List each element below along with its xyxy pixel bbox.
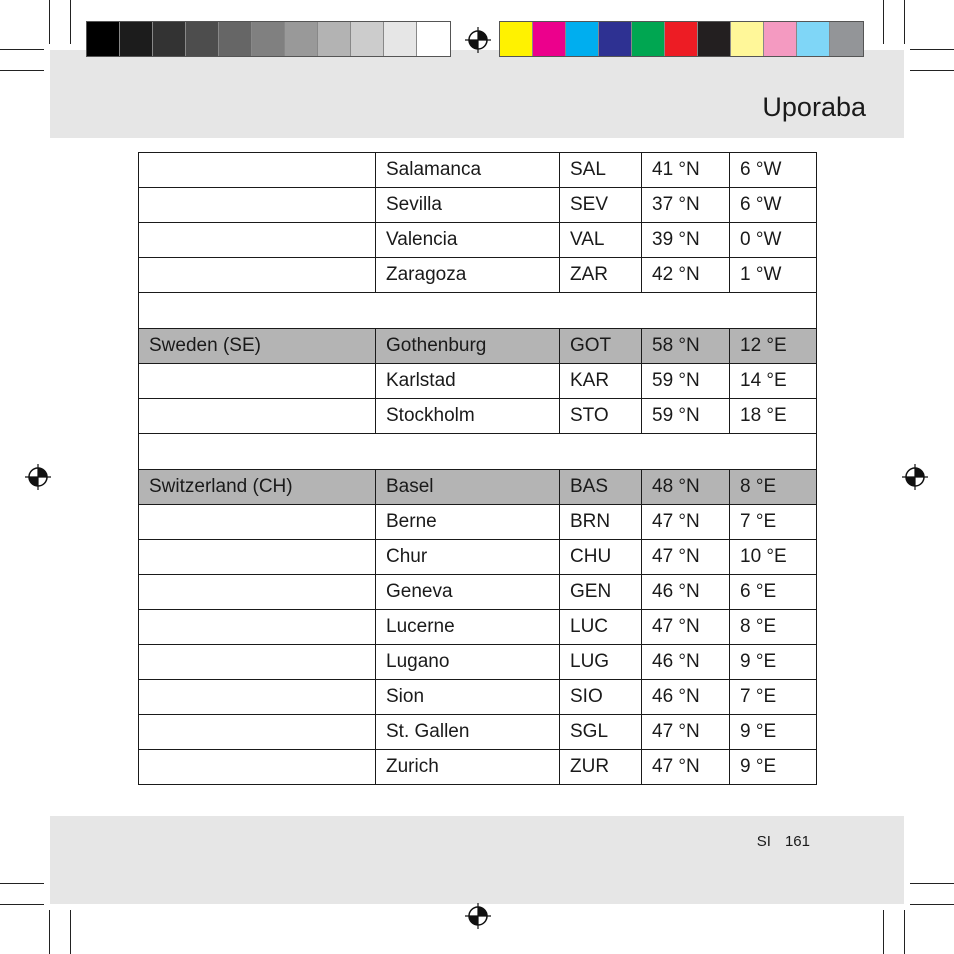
- lon-cell: 7 °E: [730, 505, 817, 540]
- table-body: [139, 153, 817, 785]
- gray-swatch: [351, 22, 384, 56]
- color-swatch: [632, 22, 665, 56]
- code-cell: GEN: [560, 575, 642, 610]
- lon-cell: 9 °E: [730, 750, 817, 785]
- lon-cell: 8 °E: [730, 470, 817, 505]
- lon-cell: 12 °E: [730, 329, 817, 364]
- gray-swatch: [384, 22, 417, 56]
- country-cell: [139, 575, 376, 610]
- spacer-cell: [139, 293, 817, 329]
- gray-swatch: [219, 22, 252, 56]
- country-cell: Sweden (SE): [139, 329, 376, 364]
- lat-cell: 46 °N: [642, 645, 730, 680]
- city-cell: Zaragoza: [376, 258, 560, 293]
- color-swatch: [533, 22, 566, 56]
- lon-cell: 6 °W: [730, 153, 817, 188]
- city-cell: Sion: [376, 680, 560, 715]
- code-cell: SIO: [560, 680, 642, 715]
- table-row: [139, 470, 817, 505]
- code-cell: SGL: [560, 715, 642, 750]
- code-cell: VAL: [560, 223, 642, 258]
- code-cell: CHU: [560, 540, 642, 575]
- table-row: [139, 575, 817, 610]
- color-swatch: [665, 22, 698, 56]
- lat-cell: 47 °N: [642, 715, 730, 750]
- code-cell: SAL: [560, 153, 642, 188]
- lat-cell: 48 °N: [642, 470, 730, 505]
- lat-cell: 42 °N: [642, 258, 730, 293]
- color-calibration-bar: [499, 21, 864, 57]
- lon-cell: 1 °W: [730, 258, 817, 293]
- color-swatch: [830, 22, 863, 56]
- page-number-value: 161: [784, 833, 810, 850]
- country-cell: Switzerland (CH): [139, 470, 376, 505]
- registration-mark-icon: [902, 464, 928, 490]
- gray-swatch: [285, 22, 318, 56]
- gray-swatch: [252, 22, 285, 56]
- table-spacer-row: [139, 293, 817, 329]
- country-cell: [139, 715, 376, 750]
- lon-cell: 18 °E: [730, 399, 817, 434]
- lat-cell: 58 °N: [642, 329, 730, 364]
- country-cell: [139, 153, 376, 188]
- code-cell: GOT: [560, 329, 642, 364]
- table-row: [139, 153, 817, 188]
- code-cell: LUG: [560, 645, 642, 680]
- code-cell: SEV: [560, 188, 642, 223]
- color-swatch: [566, 22, 599, 56]
- lat-cell: 47 °N: [642, 610, 730, 645]
- city-cell: Stockholm: [376, 399, 560, 434]
- crop-mark: [883, 910, 884, 954]
- color-swatch: [797, 22, 830, 56]
- table-row: [139, 540, 817, 575]
- country-cell: [139, 364, 376, 399]
- code-cell: BRN: [560, 505, 642, 540]
- country-cell: [139, 540, 376, 575]
- country-cell: [139, 645, 376, 680]
- table-row: [139, 750, 817, 785]
- city-cell: Chur: [376, 540, 560, 575]
- registration-mark-icon: [25, 464, 51, 490]
- gray-swatch: [417, 22, 450, 56]
- city-cell: Berne: [376, 505, 560, 540]
- crop-mark: [910, 904, 954, 905]
- registration-mark-icon: [465, 27, 491, 53]
- color-swatch: [698, 22, 731, 56]
- table-row: [139, 258, 817, 293]
- crop-mark: [904, 0, 905, 44]
- lon-cell: 9 °E: [730, 715, 817, 750]
- country-cell: [139, 505, 376, 540]
- lon-cell: 6 °W: [730, 188, 817, 223]
- color-swatch: [500, 22, 533, 56]
- lat-cell: 47 °N: [642, 750, 730, 785]
- crop-mark: [49, 0, 50, 44]
- lat-cell: 47 °N: [642, 505, 730, 540]
- lat-cell: 59 °N: [642, 364, 730, 399]
- crop-mark: [0, 49, 44, 50]
- city-cell: Lugano: [376, 645, 560, 680]
- table-row: [139, 329, 817, 364]
- table-row: [139, 223, 817, 258]
- code-cell: ZUR: [560, 750, 642, 785]
- lat-cell: 46 °N: [642, 680, 730, 715]
- lat-cell: 47 °N: [642, 540, 730, 575]
- city-cell: Salamanca: [376, 153, 560, 188]
- lat-cell: 39 °N: [642, 223, 730, 258]
- country-cell: [139, 223, 376, 258]
- city-coordinates-table: [138, 152, 817, 785]
- city-cell: St. Gallen: [376, 715, 560, 750]
- color-swatch: [731, 22, 764, 56]
- crop-mark: [910, 49, 954, 50]
- footer-band: [50, 816, 904, 904]
- crop-mark: [910, 70, 954, 71]
- code-cell: LUC: [560, 610, 642, 645]
- registration-mark-icon: [465, 903, 491, 929]
- code-cell: BAS: [560, 470, 642, 505]
- country-cell: [139, 680, 376, 715]
- table-row: [139, 680, 817, 715]
- city-cell: Valencia: [376, 223, 560, 258]
- code-cell: STO: [560, 399, 642, 434]
- language-code: SI: [756, 833, 771, 850]
- crop-mark: [904, 910, 905, 954]
- city-cell: Basel: [376, 470, 560, 505]
- city-cell: Geneva: [376, 575, 560, 610]
- lon-cell: 10 °E: [730, 540, 817, 575]
- crop-mark: [0, 70, 44, 71]
- country-cell: [139, 258, 376, 293]
- city-cell: Zurich: [376, 750, 560, 785]
- gray-swatch: [153, 22, 186, 56]
- gray-swatch: [120, 22, 153, 56]
- lat-cell: 41 °N: [642, 153, 730, 188]
- country-cell: [139, 399, 376, 434]
- city-cell: Gothenburg: [376, 329, 560, 364]
- country-cell: [139, 188, 376, 223]
- crop-mark: [0, 883, 44, 884]
- crop-mark: [49, 910, 50, 954]
- lat-cell: 59 °N: [642, 399, 730, 434]
- color-swatch: [599, 22, 632, 56]
- table-row: [139, 364, 817, 399]
- lon-cell: 14 °E: [730, 364, 817, 399]
- code-cell: ZAR: [560, 258, 642, 293]
- gray-swatch: [87, 22, 120, 56]
- page-title: Uporaba: [762, 92, 866, 122]
- lon-cell: 7 °E: [730, 680, 817, 715]
- table-row: [139, 610, 817, 645]
- page-number: [757, 833, 810, 850]
- city-cell: Sevilla: [376, 188, 560, 223]
- table-row: [139, 399, 817, 434]
- crop-mark: [0, 904, 44, 905]
- gray-swatch: [318, 22, 351, 56]
- grayscale-calibration-bar: [86, 21, 451, 57]
- crop-mark: [70, 0, 71, 44]
- crop-mark: [910, 883, 954, 884]
- code-cell: KAR: [560, 364, 642, 399]
- lon-cell: 9 °E: [730, 645, 817, 680]
- gray-swatch: [186, 22, 219, 56]
- country-cell: [139, 610, 376, 645]
- lat-cell: 46 °N: [642, 575, 730, 610]
- city-cell: Karlstad: [376, 364, 560, 399]
- table-row: [139, 645, 817, 680]
- spacer-cell: [139, 434, 817, 470]
- crop-mark: [883, 0, 884, 44]
- table-row: [139, 715, 817, 750]
- lat-cell: 37 °N: [642, 188, 730, 223]
- lon-cell: 0 °W: [730, 223, 817, 258]
- lon-cell: 6 °E: [730, 575, 817, 610]
- color-swatch: [764, 22, 797, 56]
- city-cell: Lucerne: [376, 610, 560, 645]
- crop-mark: [70, 910, 71, 954]
- table-row: [139, 188, 817, 223]
- table-row: [139, 505, 817, 540]
- lon-cell: 8 °E: [730, 610, 817, 645]
- table-spacer-row: [139, 434, 817, 470]
- country-cell: [139, 750, 376, 785]
